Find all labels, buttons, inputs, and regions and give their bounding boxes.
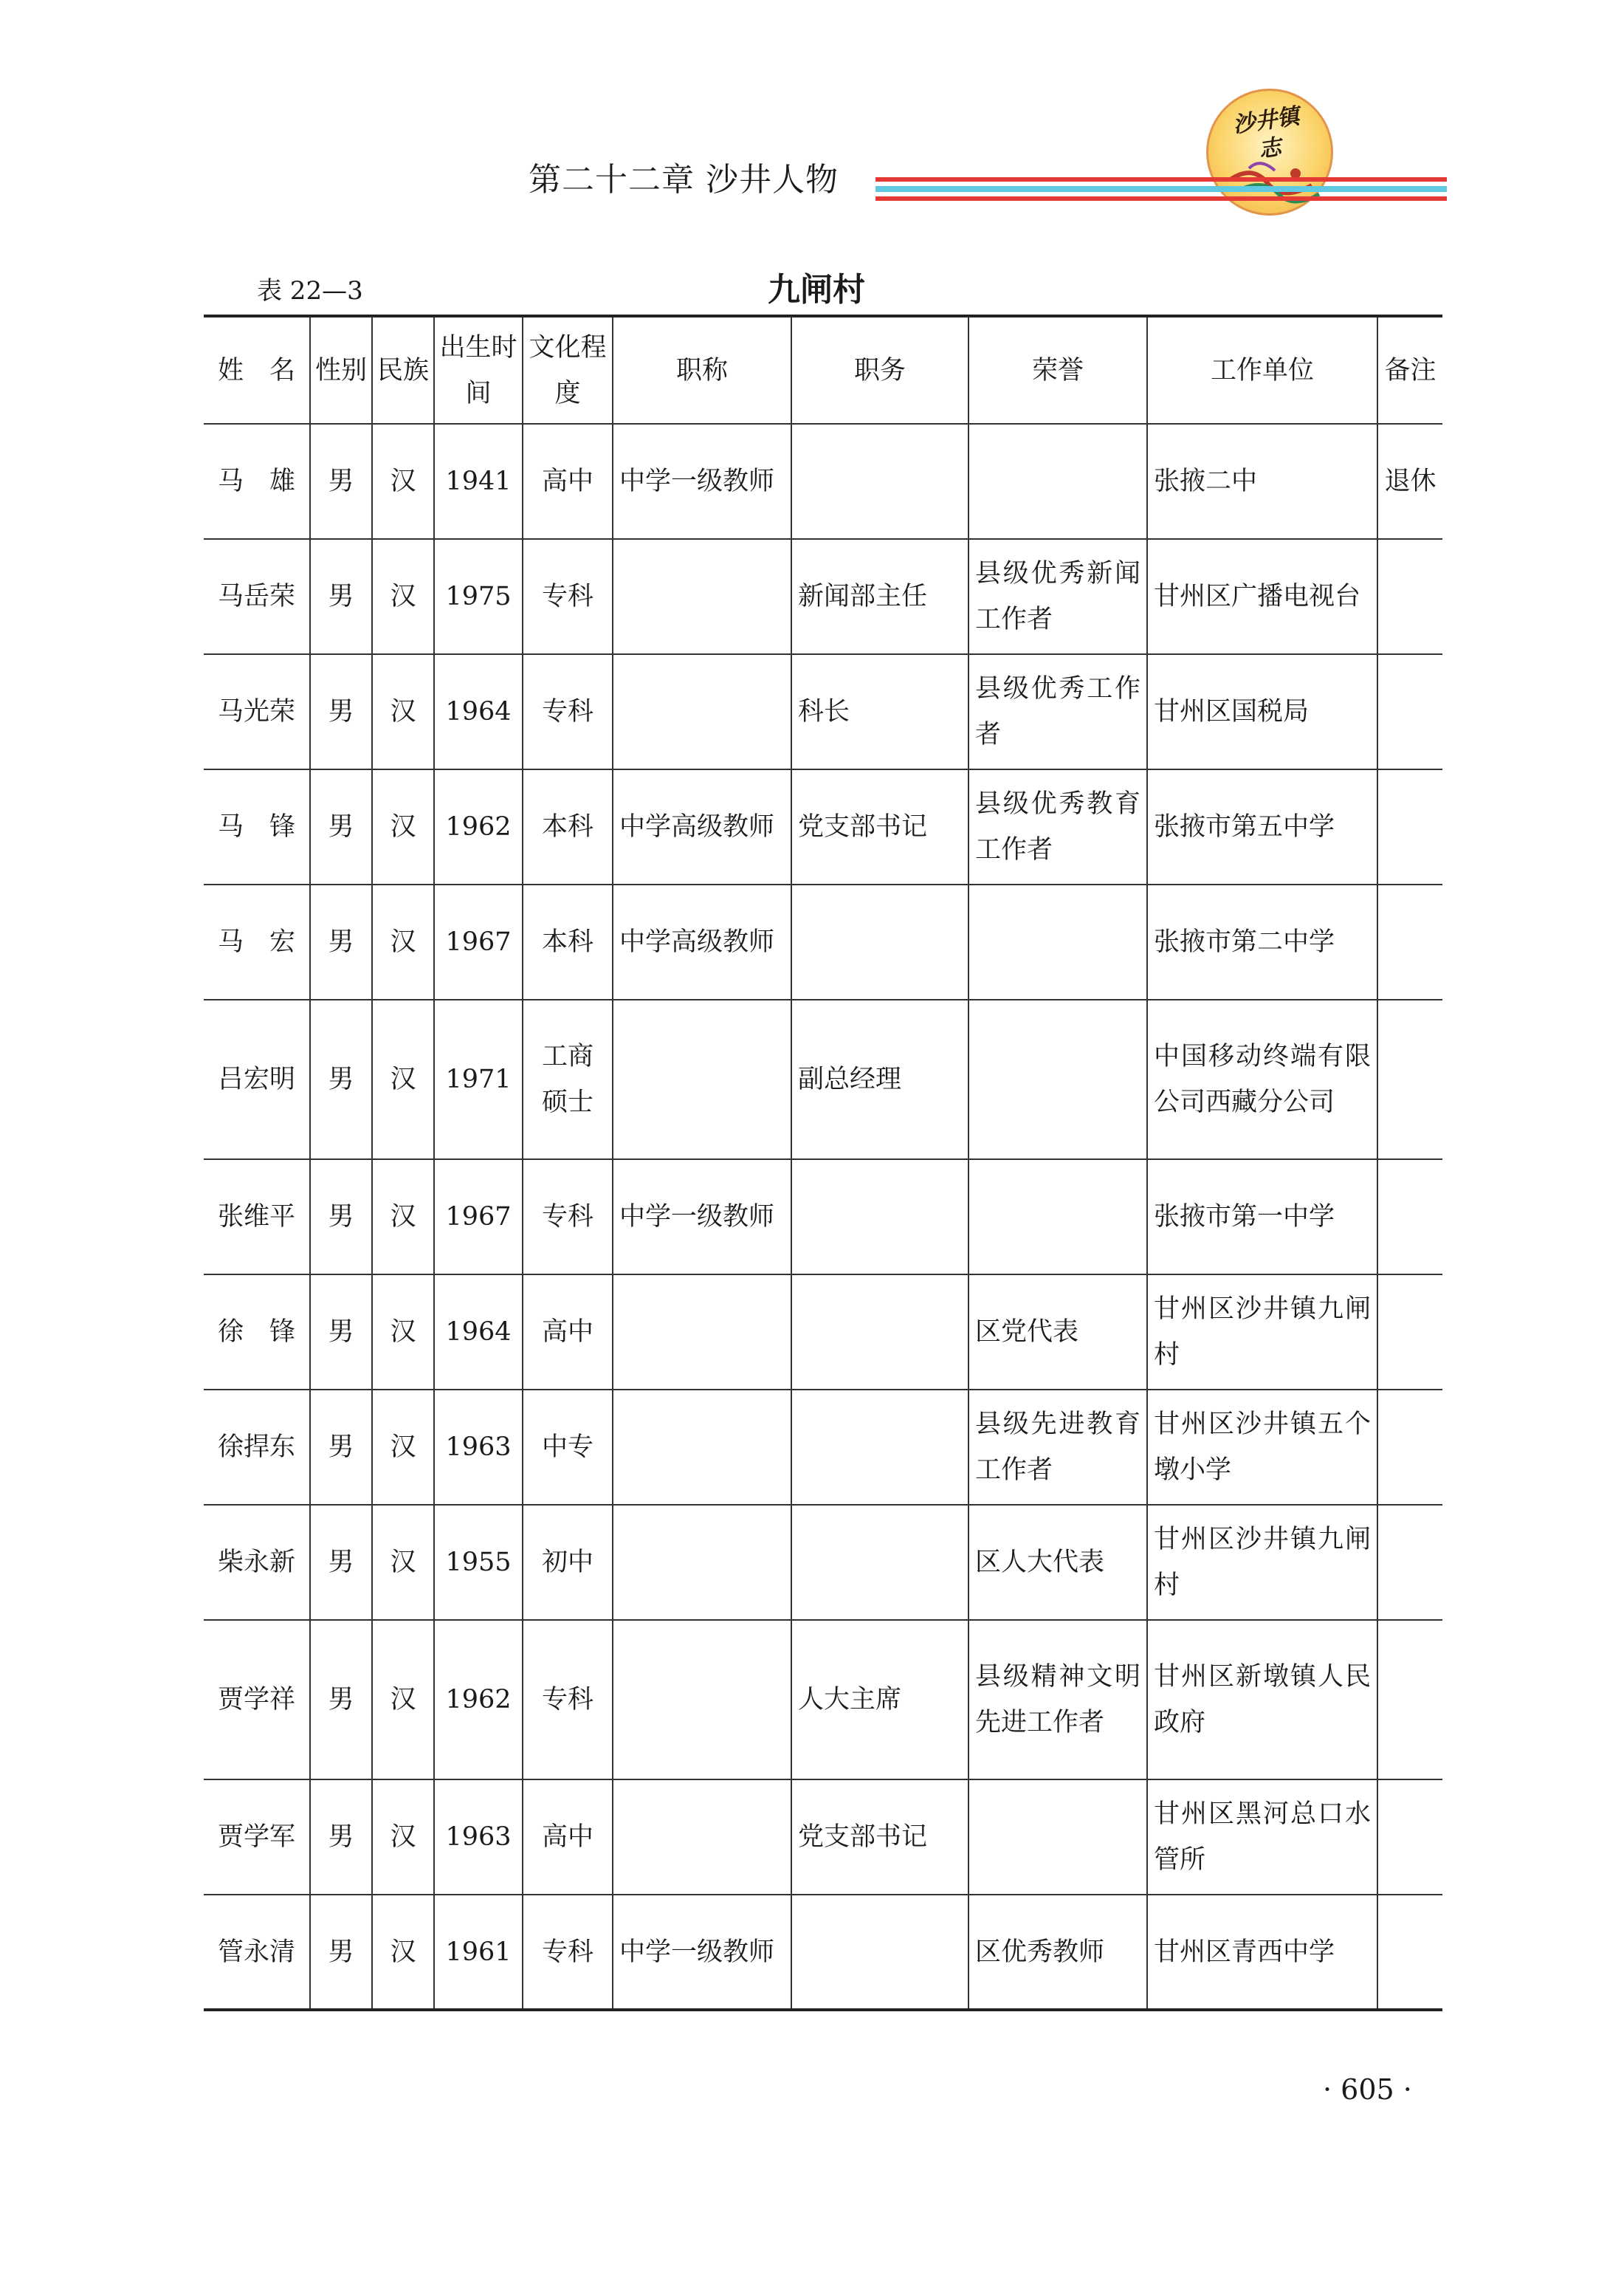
table-row bbox=[204, 1620, 1442, 1779]
cell-ethnicity: 汉 bbox=[372, 1505, 434, 1620]
cell-remark bbox=[1377, 769, 1442, 885]
cell-workplace: 甘州区青西中学 bbox=[1147, 1895, 1377, 2010]
cell-position bbox=[791, 1159, 968, 1274]
cell-birth: 1941 bbox=[434, 424, 523, 539]
cell-position: 新闻部主任 bbox=[791, 539, 968, 654]
cell-position bbox=[791, 1274, 968, 1390]
cell-birth: 1961 bbox=[434, 1895, 523, 2010]
col-header-ethnicity: 民族 bbox=[372, 316, 434, 424]
cell-gender: 男 bbox=[310, 1390, 372, 1505]
cell-workplace: 中国移动终端有限公司西藏分公司 bbox=[1147, 1000, 1377, 1159]
col-header-gender: 性别 bbox=[310, 316, 372, 424]
cell-workplace: 甘州区广播电视台 bbox=[1147, 539, 1377, 654]
col-header-remark: 备注 bbox=[1377, 316, 1442, 424]
cell-ethnicity: 汉 bbox=[372, 424, 434, 539]
col-header-title: 职称 bbox=[613, 316, 791, 424]
cell-name: 贾学祥 bbox=[204, 1620, 310, 1779]
cell-position bbox=[791, 1390, 968, 1505]
header-rule-red-bottom bbox=[875, 196, 1447, 201]
cell-position: 党支部书记 bbox=[791, 1779, 968, 1895]
col-header-name: 姓 名 bbox=[204, 316, 310, 424]
cell-workplace: 甘州区沙井镇九闸村 bbox=[1147, 1274, 1377, 1390]
cell-education: 专科 bbox=[523, 1159, 613, 1274]
cell-gender: 男 bbox=[310, 424, 372, 539]
cell-name: 管永清 bbox=[204, 1895, 310, 2010]
cell-education: 高中 bbox=[523, 1779, 613, 1895]
table-row bbox=[204, 1779, 1442, 1895]
cell-birth: 1963 bbox=[434, 1779, 523, 1895]
cell-workplace: 甘州区新墩镇人民政府 bbox=[1147, 1620, 1377, 1779]
table-row bbox=[204, 1505, 1442, 1620]
cell-position bbox=[791, 1895, 968, 2010]
cell-birth: 1962 bbox=[434, 1620, 523, 1779]
cell-name: 徐捍东 bbox=[204, 1390, 310, 1505]
cell-remark bbox=[1377, 1505, 1442, 1620]
cell-birth: 1975 bbox=[434, 539, 523, 654]
table-header-row bbox=[204, 316, 1442, 424]
cell-gender: 男 bbox=[310, 539, 372, 654]
cell-ethnicity: 汉 bbox=[372, 1274, 434, 1390]
page-number: · 605 · bbox=[1323, 2073, 1412, 2106]
cell-title bbox=[613, 539, 791, 654]
cell-gender: 男 bbox=[310, 654, 372, 769]
table-row bbox=[204, 1159, 1442, 1274]
cell-gender: 男 bbox=[310, 1274, 372, 1390]
cell-workplace: 张掖二中 bbox=[1147, 424, 1377, 539]
cell-title bbox=[613, 1000, 791, 1159]
cell-title bbox=[613, 1390, 791, 1505]
cell-education: 初中 bbox=[523, 1505, 613, 1620]
cell-remark bbox=[1377, 1390, 1442, 1505]
cell-birth: 1964 bbox=[434, 1274, 523, 1390]
cell-honor bbox=[968, 1159, 1147, 1274]
table-row bbox=[204, 769, 1442, 885]
cell-position bbox=[791, 424, 968, 539]
cell-birth: 1967 bbox=[434, 1159, 523, 1274]
cell-honor: 县级优秀工作者 bbox=[968, 654, 1147, 769]
cell-honor: 县级优秀教育工作者 bbox=[968, 769, 1147, 885]
cell-name: 马 雄 bbox=[204, 424, 310, 539]
header-rule-red-top bbox=[875, 177, 1447, 182]
cell-ethnicity: 汉 bbox=[372, 769, 434, 885]
col-header-position: 职务 bbox=[791, 316, 968, 424]
cell-honor: 区优秀教师 bbox=[968, 1895, 1147, 2010]
people-table bbox=[204, 315, 1442, 2011]
cell-honor: 县级精神文明先进工作者 bbox=[968, 1620, 1147, 1779]
cell-honor bbox=[968, 1000, 1147, 1159]
cell-title bbox=[613, 1274, 791, 1390]
cell-name: 徐 锋 bbox=[204, 1274, 310, 1390]
cell-workplace: 甘州区国税局 bbox=[1147, 654, 1377, 769]
table-row bbox=[204, 1895, 1442, 2010]
cell-remark bbox=[1377, 539, 1442, 654]
cell-position bbox=[791, 1505, 968, 1620]
cell-ethnicity: 汉 bbox=[372, 654, 434, 769]
cell-name: 马光荣 bbox=[204, 654, 310, 769]
cell-ethnicity: 汉 bbox=[372, 1779, 434, 1895]
table-row bbox=[204, 1274, 1442, 1390]
cell-ethnicity: 汉 bbox=[372, 1000, 434, 1159]
table-row bbox=[204, 1390, 1442, 1505]
cell-remark bbox=[1377, 1159, 1442, 1274]
table-row bbox=[204, 1000, 1442, 1159]
cell-ethnicity: 汉 bbox=[372, 885, 434, 1000]
cell-remark bbox=[1377, 885, 1442, 1000]
cell-birth: 1967 bbox=[434, 885, 523, 1000]
cell-position: 副总经理 bbox=[791, 1000, 968, 1159]
cell-ethnicity: 汉 bbox=[372, 1159, 434, 1274]
cell-ethnicity: 汉 bbox=[372, 539, 434, 654]
cell-gender: 男 bbox=[310, 885, 372, 1000]
cell-ethnicity: 汉 bbox=[372, 1895, 434, 2010]
cell-position: 人大主席 bbox=[791, 1620, 968, 1779]
cell-title: 中学一级教师 bbox=[613, 1159, 791, 1274]
cell-education: 本科 bbox=[523, 769, 613, 885]
cell-honor: 县级优秀新闻工作者 bbox=[968, 539, 1147, 654]
cell-education: 本科 bbox=[523, 885, 613, 1000]
table-row bbox=[204, 539, 1442, 654]
cell-education: 高中 bbox=[523, 424, 613, 539]
seal-text: 沙井镇志 bbox=[1231, 103, 1301, 163]
cell-remark bbox=[1377, 1895, 1442, 2010]
table-row bbox=[204, 885, 1442, 1000]
cell-education: 专科 bbox=[523, 1620, 613, 1779]
cell-honor: 县级先进教育工作者 bbox=[968, 1390, 1147, 1505]
cell-gender: 男 bbox=[310, 1159, 372, 1274]
cell-honor: 区人大代表 bbox=[968, 1505, 1147, 1620]
cell-gender: 男 bbox=[310, 769, 372, 885]
cell-name: 贾学军 bbox=[204, 1779, 310, 1895]
cell-title bbox=[613, 1620, 791, 1779]
cell-honor bbox=[968, 1779, 1147, 1895]
cell-remark: 退休 bbox=[1377, 424, 1442, 539]
cell-name: 马岳荣 bbox=[204, 539, 310, 654]
table-number: 表 22—3 bbox=[257, 276, 363, 306]
cell-remark bbox=[1377, 1620, 1442, 1779]
cell-education: 专科 bbox=[523, 1895, 613, 2010]
cell-ethnicity: 汉 bbox=[372, 1390, 434, 1505]
cell-name: 马 锋 bbox=[204, 769, 310, 885]
cell-workplace: 张掖市第一中学 bbox=[1147, 1159, 1377, 1274]
cell-education: 中专 bbox=[523, 1390, 613, 1505]
table-title: 九闸村 bbox=[768, 271, 865, 309]
cell-name: 张维平 bbox=[204, 1159, 310, 1274]
cell-honor: 区党代表 bbox=[968, 1274, 1147, 1390]
cell-workplace: 甘州区沙井镇五个墩小学 bbox=[1147, 1390, 1377, 1505]
col-header-birth: 出生时间 bbox=[434, 316, 523, 424]
cell-title: 中学一级教师 bbox=[613, 424, 791, 539]
cell-title bbox=[613, 1505, 791, 1620]
cell-remark bbox=[1377, 1000, 1442, 1159]
cell-education: 高中 bbox=[523, 1274, 613, 1390]
cell-position bbox=[791, 885, 968, 1000]
cell-remark bbox=[1377, 1274, 1442, 1390]
cell-remark bbox=[1377, 1779, 1442, 1895]
chapter-title: 第二十二章 沙井人物 bbox=[529, 161, 839, 199]
cell-honor bbox=[968, 885, 1147, 1000]
col-header-honor: 荣誉 bbox=[968, 316, 1147, 424]
table-row bbox=[204, 654, 1442, 769]
cell-ethnicity: 汉 bbox=[372, 1620, 434, 1779]
cell-birth: 1964 bbox=[434, 654, 523, 769]
col-header-education: 文化程度 bbox=[523, 316, 613, 424]
cell-gender: 男 bbox=[310, 1895, 372, 2010]
cell-name: 柴永新 bbox=[204, 1505, 310, 1620]
cell-remark bbox=[1377, 654, 1442, 769]
cell-position: 科长 bbox=[791, 654, 968, 769]
cell-workplace: 张掖市第二中学 bbox=[1147, 885, 1377, 1000]
cell-birth: 1971 bbox=[434, 1000, 523, 1159]
cell-title: 中学高级教师 bbox=[613, 885, 791, 1000]
cell-honor bbox=[968, 424, 1147, 539]
cell-workplace: 甘州区沙井镇九闸村 bbox=[1147, 1505, 1377, 1620]
cell-position: 党支部书记 bbox=[791, 769, 968, 885]
header-rule-cyan bbox=[875, 186, 1447, 192]
cell-gender: 男 bbox=[310, 1779, 372, 1895]
cell-education: 专科 bbox=[523, 539, 613, 654]
cell-workplace: 甘州区黑河总口水管所 bbox=[1147, 1779, 1377, 1895]
cell-education: 工商硕士 bbox=[523, 1000, 613, 1159]
cell-workplace: 张掖市第五中学 bbox=[1147, 769, 1377, 885]
col-header-workplace: 工作单位 bbox=[1147, 316, 1377, 424]
cell-gender: 男 bbox=[310, 1000, 372, 1159]
cell-title bbox=[613, 654, 791, 769]
cell-gender: 男 bbox=[310, 1620, 372, 1779]
cell-birth: 1962 bbox=[434, 769, 523, 885]
cell-birth: 1963 bbox=[434, 1390, 523, 1505]
cell-title: 中学高级教师 bbox=[613, 769, 791, 885]
cell-title: 中学一级教师 bbox=[613, 1895, 791, 2010]
cell-gender: 男 bbox=[310, 1505, 372, 1620]
cell-education: 专科 bbox=[523, 654, 613, 769]
cell-birth: 1955 bbox=[434, 1505, 523, 1620]
cell-title bbox=[613, 1779, 791, 1895]
cell-name: 马 宏 bbox=[204, 885, 310, 1000]
cell-name: 吕宏明 bbox=[204, 1000, 310, 1159]
table-row bbox=[204, 424, 1442, 539]
